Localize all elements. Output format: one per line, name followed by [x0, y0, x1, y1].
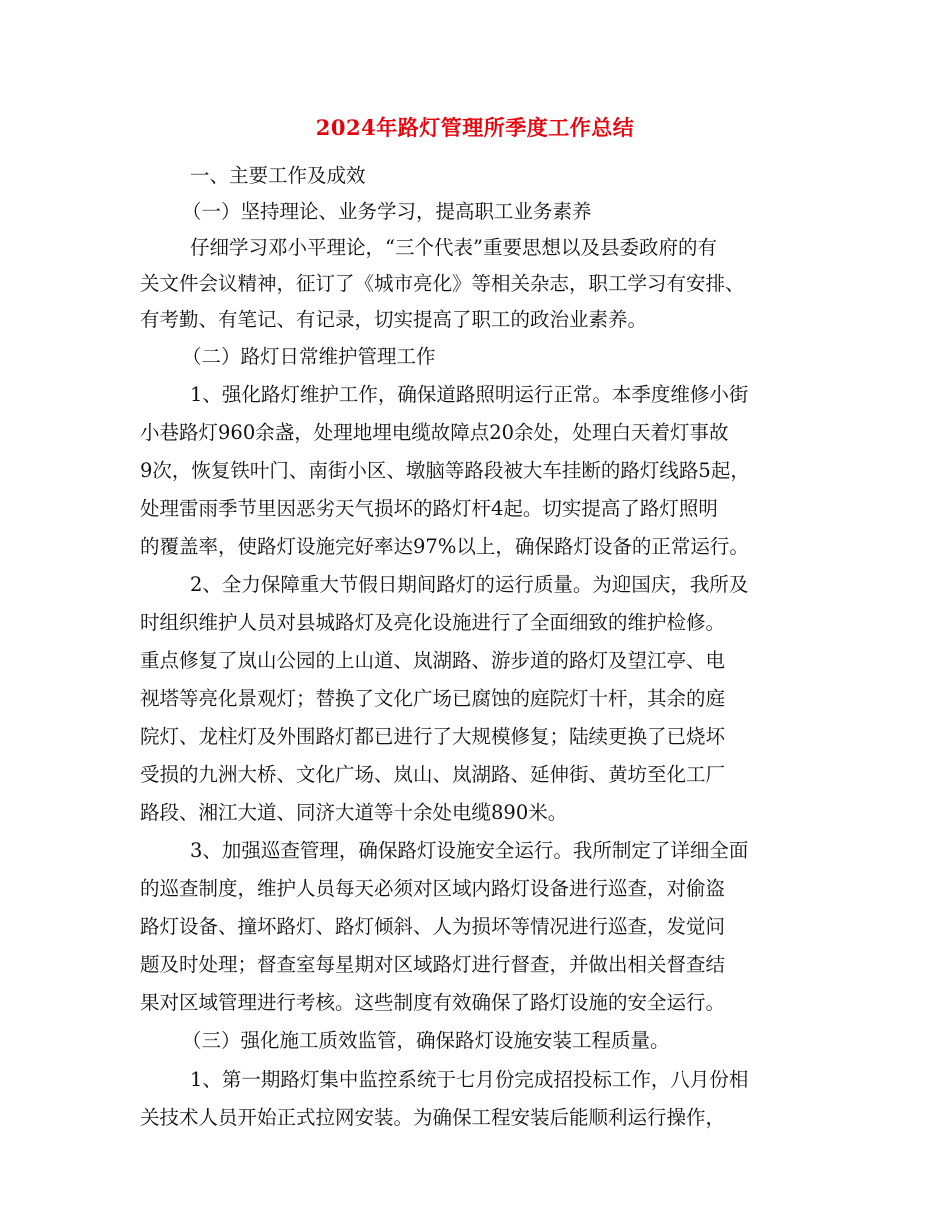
paragraph-line: 院灯、龙柱灯及外围路灯都已进行了大规模修复；陆续更换了已烧坏 [140, 725, 726, 748]
paragraph-line: 处理雷雨季节里因恶劣天气损坏的路灯杆4起。切实提高了路灯照明 [140, 497, 718, 520]
paragraph-line: 的巡查制度，维护人员每天必须对区域内路灯设备进行巡查，对偷盗 [140, 877, 726, 900]
paragraph-line: 有考勤、有笔记、有记录，切实提高了职工的政治业素养。 [140, 308, 648, 331]
heading-main-work: 一、主要工作及成效 [190, 164, 366, 187]
paragraph-line: 时组织维护人员对县城路灯及亮化设施进行了全面细致的维护检修。 [140, 611, 726, 634]
paragraph-line: 路段、湘江大道、同济大道等十余处电缆890米。 [140, 801, 568, 824]
paragraph-line: 题及时处理；督查室每星期对区域路灯进行督查，并做出相关督查结 [140, 953, 726, 976]
paragraph-line: 重点修复了岚山公园的上山道、岚湖路、游步道的路灯及望江亭、电 [140, 649, 726, 672]
paragraph-line: 果对区域管理进行考核。这些制度有效确保了路灯设施的安全运行。 [140, 991, 726, 1014]
paragraph-line: 路灯设备、撞坏路灯、路灯倾斜、人为损坏等情况进行巡查，发觉问 [140, 915, 726, 938]
subheading-construction: （三）强化施工质效监管，确保路灯设施安装工程质量。 [182, 1029, 670, 1052]
paragraph-line: 1、强化路灯维护工作，确保道路照明运行正常。本季度维修小街 [190, 383, 749, 406]
paragraph-line: 仔细学习邓小平理论，“三个代表”重要思想以及县委政府的有 [190, 236, 717, 259]
paragraph-line: 关技术人员开始正式拉网安装。为确保工程安装后能顺利运行操作， [140, 1106, 726, 1129]
paragraph-line: 受损的九洲大桥、文化广场、岚山、岚湖路、延伸街、黄坊至化工厂 [140, 763, 726, 786]
subheading-study: （一）坚持理论、业务学习，提高职工业务素养 [182, 200, 592, 223]
paragraph-line: 视塔等亮化景观灯；替换了文化广场已腐蚀的庭院灯十杆，其余的庭 [140, 687, 726, 710]
paragraph-line: 3、加强巡查管理，确保路灯设施安全运行。我所制定了详细全面 [190, 839, 749, 862]
paragraph-line: 的覆盖率，使路灯设施完好率达97%以上，确保路灯设备的正常运行。 [140, 535, 749, 558]
subheading-maintenance: （二）路灯日常维护管理工作 [182, 345, 436, 368]
paragraph-line: 小巷路灯960余盏，处理地埋电缆故障点20余处，处理白天着灯事故 [140, 421, 729, 444]
document-title: 2024年路灯管理所季度工作总结 [315, 115, 635, 140]
paragraph-line: 2、全力保障重大节假日期间路灯的运行质量。为迎国庆，我所及 [190, 573, 749, 596]
paragraph-line: 9次，恢复铁叶门、南街小区、墩脑等路段被大车挂断的路灯线路5起， [140, 459, 750, 482]
paragraph-line: 关文件会议精神，征订了《城市亮化》等相关杂志，职工学习有安排、 [140, 272, 745, 295]
paragraph-line: 1、第一期路灯集中监控系统于七月份完成招投标工作，八月份相 [190, 1068, 749, 1091]
